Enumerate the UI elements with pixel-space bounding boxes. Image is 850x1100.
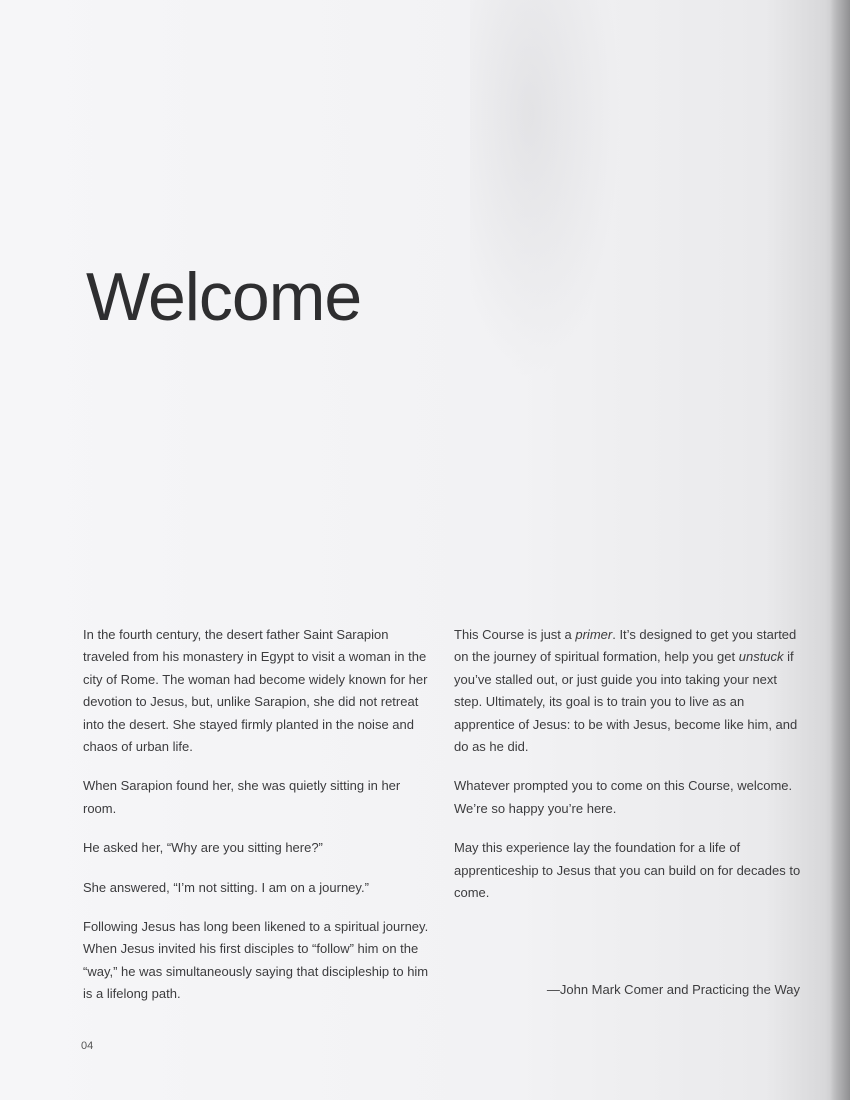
emphasis-unstuck: unstuck — [738, 649, 784, 665]
paragraph-welcome: Whatever prompted you to come on this Course, welcome. We’re so happy you’re here. — [454, 778, 793, 816]
page-title: Welcome — [86, 259, 362, 335]
signature: —John Mark Comer and Practicing the Way — [546, 982, 800, 997]
paragraph-journey: Following Jesus has long been likened to a spiritual journey. When Jesus invited his first disciples to “follow” him on the “way,” he was simultaneously saying that discipleship to him is a lifelong path. — [83, 919, 429, 1002]
paragraph-found-her: When Sarapion found her, she was quietly sitting in her room. — [83, 778, 401, 816]
paragraph-primer: This Course is just a primer. It’s designed to get you started on the journey of spiritual formation, help you get unstuck if you’ve stalled out, or just guide you into taking your next step. Ultimately, its goal is to train you to live as an apprentice of Jesus: to be with Jesus, become like him, and do as he did. — [454, 627, 798, 755]
page-spine-edge — [830, 0, 850, 1100]
paragraph-question: He asked her, “Why are you sitting here?” — [83, 840, 323, 856]
scan-shadow — [470, 0, 620, 380]
paragraph-answer: She answered, “I’m not sitting. I am on a journey.” — [83, 879, 369, 895]
page-number: 04 — [81, 1040, 94, 1052]
paragraph-intro: In the fourth century, the desert father Saint Sarapion traveled from his monastery in Egypt to visit a woman in the city of Rome. The woman had become widely known for her devotion to Jesus, but, unlike Sarapion, she did not retreat into the desert. She stayed firmly planted in the noise and chaos of urban life. — [83, 627, 428, 755]
left-column — [83, 624, 435, 1023]
emphasis-primer: primer — [575, 627, 613, 642]
right-column — [454, 624, 804, 921]
paragraph-foundation: May this experience lay the foundation for a life of apprenticeship to Jesus that you can build on for decades to come. — [454, 840, 801, 901]
